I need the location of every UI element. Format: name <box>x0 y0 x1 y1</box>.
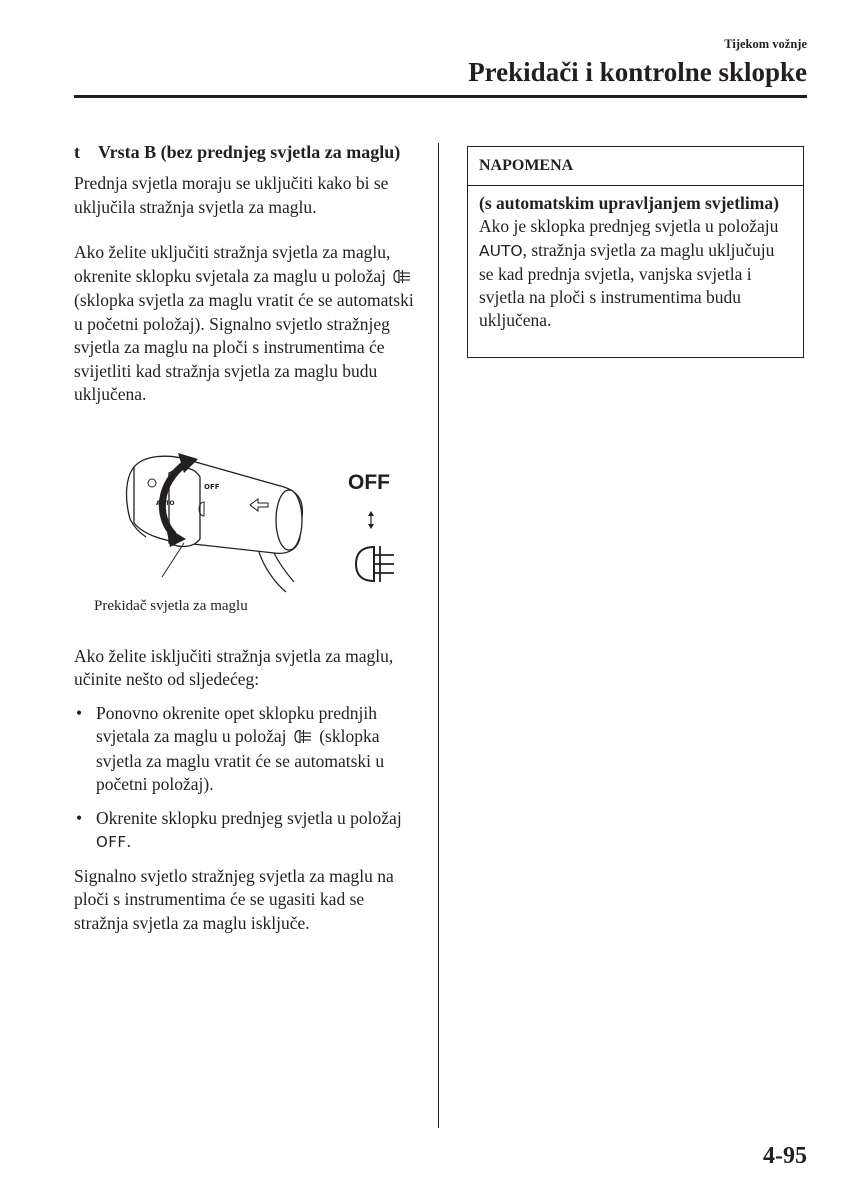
off-position-label: OFF <box>348 470 390 494</box>
section-label: Tijekom vožnje <box>724 37 807 51</box>
left-column <box>74 140 419 935</box>
note-subtitle: (s automatskim upravljanjem svjetlima) <box>479 193 779 213</box>
rear-fog-light-large-icon <box>356 546 394 582</box>
bullet-list <box>74 702 419 855</box>
off-position-code: OFF <box>96 833 127 851</box>
paragraph-2-end: (sklopka svjetla za maglu vratit će se automatski u početni položaj). Signalno svjetlo stražnjeg svjetla za maglu na ploči s instrumentima će svijetliti kad stražnja svjetla za maglu budu uključena. <box>74 290 414 404</box>
column-divider <box>438 143 439 1128</box>
switch-off-text: OFF <box>204 482 220 491</box>
bullet-dot-icon: • <box>76 807 83 828</box>
paragraph-3: Ako želite isključiti stražnja svjetla za maglu, učinite nešto od sljedećeg: <box>74 645 394 689</box>
list-item-text-end: (sklopka svjetla za maglu vratit će se automatski u početni položaj). <box>96 726 385 794</box>
page-number: 4-95 <box>763 1143 807 1169</box>
auto-position-code: AUTO <box>479 241 523 260</box>
rear-fog-light-icon <box>392 266 412 290</box>
switch-auto-text: AUTO <box>156 499 175 507</box>
fog-switch-figure <box>74 447 419 637</box>
subheading-text: Vrsta B (bez prednjeg svjetla za maglu) <box>98 142 401 162</box>
list-item-text: Okrenite sklopku prednjeg svjetla u položaj <box>96 807 402 828</box>
paragraph-2-start: Ako želite uključiti stražnja svjetla za maglu, okrenite sklopku svjetala za maglu u položaj <box>74 242 391 286</box>
rear-fog-light-icon <box>293 726 313 750</box>
subheading <box>74 140 419 164</box>
note-title: NAPOMENA <box>468 147 803 186</box>
lever-illustration <box>74 447 419 597</box>
figure-caption: Prekidač svjetla za maglu <box>94 597 248 614</box>
heading-rule <box>74 95 807 98</box>
section-bullet-icon: t <box>74 142 80 162</box>
note-text-start: Ako je sklopka prednjeg svjetla u položaju <box>479 216 779 237</box>
bullet-dot-icon: • <box>76 702 83 723</box>
paragraph-1: Prednja svjetla moraju se uključiti kako bi se uključila stražnja svjetla za maglu. <box>74 173 389 217</box>
note-box <box>467 146 804 358</box>
list-item <box>74 807 419 855</box>
paragraph-2 <box>74 241 419 407</box>
paragraph-4: Signalno svjetlo stražnjeg svjetla za maglu na ploči s instrumentima će se ugasiti kad se stražnja svjetla za maglu isključe. <box>74 865 394 933</box>
list-item-text-end: . <box>126 831 131 851</box>
list-item-text: Ponovno okrenite opet sklopku prednjih svjetala za maglu u položaj <box>96 702 377 746</box>
note-text-end: , stražnja svjetla za maglu uključuju se kad prednja svjetla, vanjska svjetla i svjetla na ploči s instrumentima budu uključena. <box>479 239 775 331</box>
list-item <box>74 702 419 797</box>
note-text <box>479 215 793 332</box>
note-body <box>468 186 803 333</box>
page-title: Prekidači i kontrolne sklopke <box>468 57 807 87</box>
